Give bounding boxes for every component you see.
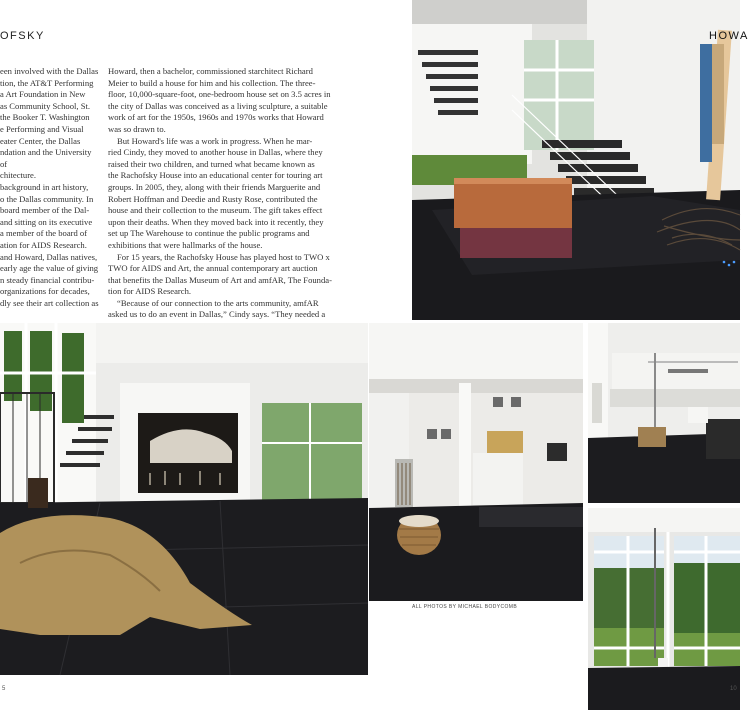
page-header-right: HOWA [709,30,749,42]
paragraph: Howard, then a bachelor, commissioned starchitect Richard Meier to build a house for him and his collection. The three- floor, 10,000-square-foot, one-bedroom house set on 3.5 acres in the city of Dallas was conceived as a living sculpture, a suitable work of art for the 1950s, 1960s and 1970s works that Howard was so drawn to. [108,66,331,134]
photo-glass-corner [588,508,740,710]
photo-upper-hall [588,323,740,503]
photo-living-room [0,323,368,675]
photo-stair-hall [412,0,740,320]
photo-interior-column [369,323,583,601]
page-number-right: 10 [730,686,737,692]
page-header-left: OFSKY [0,30,45,42]
paragraph: But Howard's life was a work in progress. When he mar- ried Cindy, they moved to another house in Dallas, where they raised their two children, and turned what became known as the Rachofsky House into an educational center for touring art groups. In 2005, they, along with their friends Marguerite and Robert Hoffman and Deedie and Rusty Rose, contributed the house and their collection to the museum. The gift takes effect upon their deaths. When they moved back into it recently, they set up The Warehouse to continue the public programs and exhibitions that were hallmarks of the house. [108,135,324,250]
paragraph: “Because of our connection to the arts community, amfAR asked us to do an event in Dallas,” Cindy says. “They needed a [108,297,326,320]
text-column-1 [0,66,100,333]
page-number-left: 5 [2,686,6,692]
paragraph: For 15 years, the Rachofsky House has played host to TWO x TWO for AIDS and Art, the annual contemporary art auction that benefits the Dallas Museum of Art and amfAR, The Founda- tion for AIDS Research. [108,251,332,297]
photo-credit: ALL PHOTOS BY MICHAEL BODYCOMB [412,604,518,610]
text-column-2 [108,66,338,321]
paragraph: een involved with the Dallas tion, the AT&T Performing a Art Foundation in New as Community School, St. the Booker T. Washington e Performing and Visual eater Center, the Dallas ndation and the University of chitecture. [0,66,99,181]
paragraph: background in art history, o the Dallas community. In board member of the Dal- and sitting on its executive a member of the board of ation for AIDS Research. and Howard, Dallas natives, early age the value of giving n steady financial contribu- organizations for decades, dly see their art collection as [0,181,99,308]
